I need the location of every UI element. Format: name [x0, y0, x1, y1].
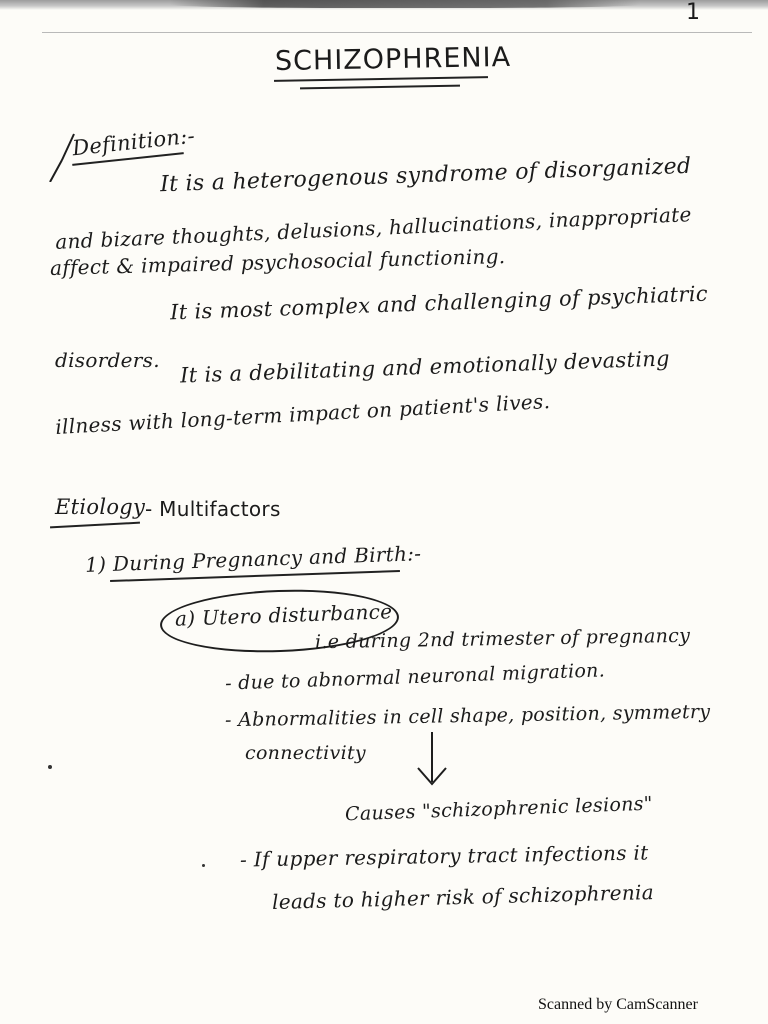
- definition-line-4: It is most complex and challenging of psychiatric: [169, 281, 709, 325]
- etiology-subheading: 1) During Pregnancy and Birth:-: [84, 541, 422, 577]
- definition-line-2: and bizare thoughts, delusions, hallucinations, inappropriate: [54, 202, 693, 254]
- page-rule: [42, 32, 752, 33]
- scan-speck: [202, 864, 205, 867]
- title-double-underline: [300, 85, 460, 90]
- causes-line: Causes "schizophrenic lesions": [344, 792, 654, 826]
- definition-line-3: affect & impaired psychosocial functioning.: [49, 244, 506, 280]
- item-a-line-4: connectivity: [245, 742, 366, 764]
- infection-line-1: - If upper respiratory tract infections it: [239, 840, 649, 872]
- definition-line-5: disorders.: [55, 348, 160, 372]
- definition-heading: Definition:-: [71, 123, 197, 161]
- definition-line-7: illness with long-term impact on patient's lives.: [54, 389, 551, 439]
- etiology-suffix: - Multifactors: [145, 497, 281, 521]
- page-title: SCHIZOPHRENIA: [274, 41, 512, 78]
- item-a-line-1: i.e during 2nd trimester of pregnancy: [314, 624, 691, 654]
- scan-speck: [48, 765, 52, 769]
- scanner-watermark: Scanned by CamScanner: [538, 996, 698, 1013]
- definition-line-1: It is a heterogenous syndrome of disorganized: [159, 153, 692, 198]
- item-a-line-3: - Abnormalities in cell shape, position, symmetry: [224, 700, 711, 732]
- down-arrow-icon: [410, 730, 450, 788]
- infection-line-2: leads to higher risk of schizophrenia: [271, 880, 655, 914]
- page-number: 1: [686, 0, 700, 25]
- item-a-line-2: - due to abnormal neuronal migration.: [224, 659, 606, 695]
- definition-line-6: It is a debilitating and emotionally devasting: [179, 346, 671, 388]
- etiology-underline: [50, 522, 140, 529]
- etiology-heading: Etiology: [55, 495, 146, 519]
- title-underline: [274, 76, 488, 82]
- item-a: a) Utero disturbance: [174, 599, 393, 631]
- scan-shadow: [170, 0, 640, 8]
